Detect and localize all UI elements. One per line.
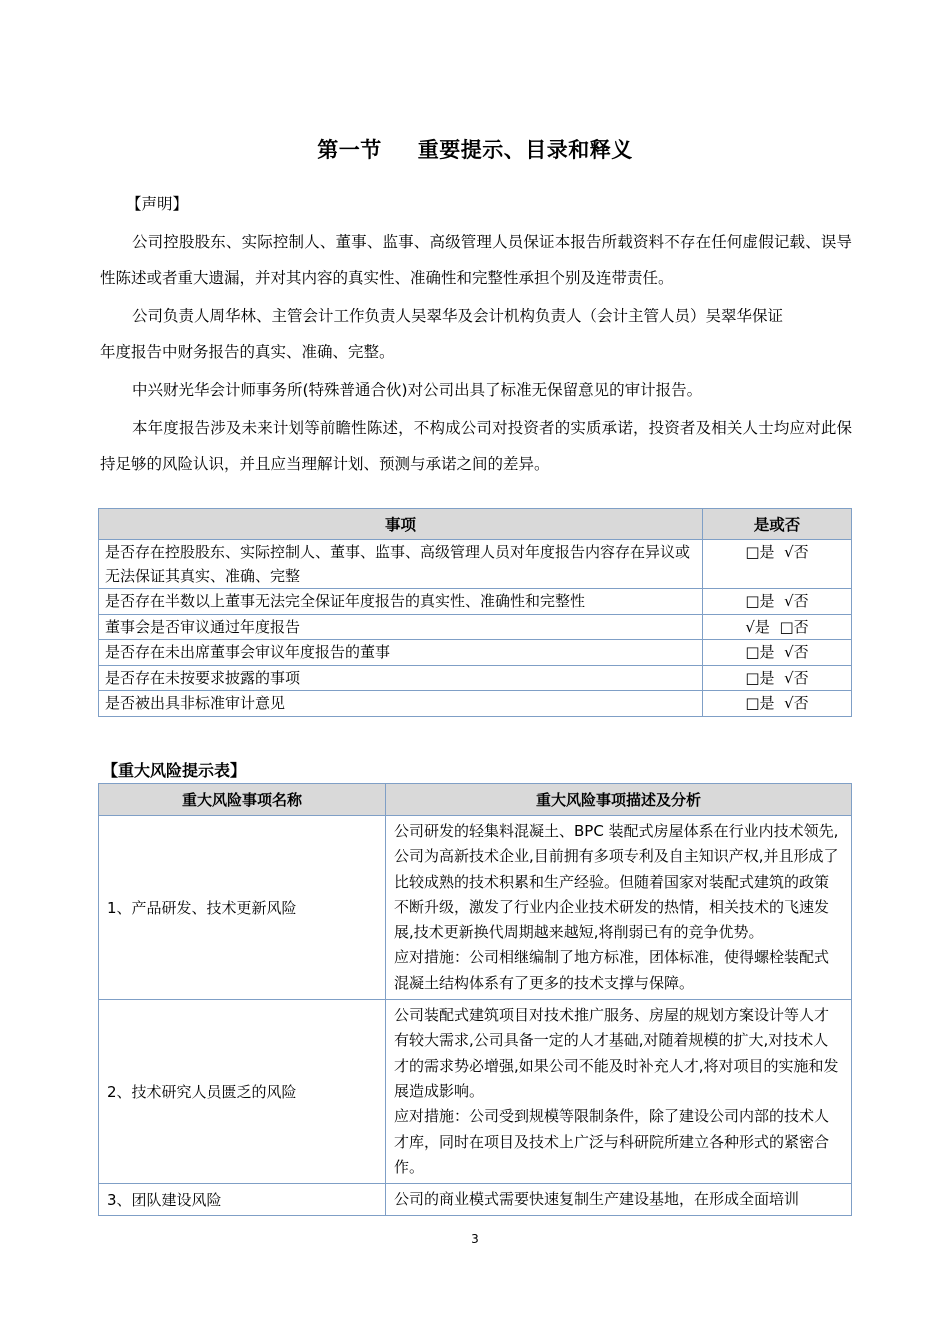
risk-table [98, 783, 852, 1216]
risk-measure-text: 应对措施：公司受到规模等限制条件，除了建设公司内部的技术人才库，同时在项目及技术上广泛与科研院所建立各种形式的紧密合作。 [394, 1107, 830, 1176]
section-number: 第一节 [317, 138, 382, 162]
paragraph-guarantee: 公司控股股东、实际控制人、董事、监事、高级管理人员保证本报告所载资料不存在任何虚假记载、误导性陈述或者重大遗漏，并对其内容的真实性、准确性和完整性承担个别及连带责任。 [100, 233, 852, 287]
matter-question: 是否存在半数以上董事无法完全保证年度报告的真实性、准确性和完整性 [99, 589, 703, 615]
matter-question: 董事会是否审议通过年度报告 [99, 614, 703, 640]
matter-question: 是否存在控股股东、实际控制人、董事、监事、高级管理人员对年度报告内容存在异议或无法保证其真实、准确、完整 [99, 540, 703, 589]
matter-answer: □是 √否 [703, 540, 852, 589]
risk-description [386, 1000, 852, 1184]
matters-table [98, 508, 852, 717]
matter-question: 是否存在未按要求披露的事项 [99, 665, 703, 691]
paragraph-responsible: 公司负责人周华林、主管会计工作负责人吴翠华及会计机构负责人（会计主管人员）吴翠华保证 [132, 307, 784, 325]
risk-name: 3、团队建设风险 [99, 1184, 386, 1216]
table-row [99, 816, 852, 1000]
section-name: 重要提示、目录和释义 [417, 138, 633, 162]
risk-table-heading: 【重大风险提示表】 [102, 761, 247, 780]
section-title [0, 134, 950, 164]
matters-header-row [99, 509, 852, 540]
matters-header-answer: 是或否 [703, 509, 852, 540]
risk-header-desc: 重大风险事项描述及分析 [386, 784, 852, 816]
matter-answer: □是 √否 [703, 640, 852, 666]
statement-heading: 【声明】 [126, 195, 189, 213]
matter-question: 是否被出具非标准审计意见 [99, 691, 703, 717]
risk-name: 1、产品研发、技术更新风险 [99, 816, 386, 1000]
page-number: 3 [471, 1232, 479, 1246]
risk-header-name: 重大风险事项名称 [99, 784, 386, 816]
table-row [99, 665, 852, 691]
paragraph-responsible-cont: 年度报告中财务报告的真实、准确、完整。 [100, 343, 395, 361]
matters-header-item: 事项 [99, 509, 703, 540]
risk-description [386, 816, 852, 1000]
matter-answer: □是 √否 [703, 589, 852, 615]
risk-description [386, 1184, 852, 1216]
matter-answer: □是 √否 [703, 691, 852, 717]
paragraph-forward-looking: 本年度报告涉及未来计划等前瞻性陈述，不构成公司对投资者的实质承诺，投资者及相关人士均应对此保持足够的风险认识，并且应当理解计划、预测与承诺之间的差异。 [100, 419, 852, 473]
matter-answer: √是 □否 [703, 614, 852, 640]
table-row [99, 691, 852, 717]
table-row [99, 1000, 852, 1184]
risk-header-row [99, 784, 852, 816]
table-row [99, 640, 852, 666]
paragraph-auditor: 中兴财光华会计师事务所(特殊普通合伙)对公司出具了标准无保留意见的审计报告。 [132, 381, 703, 399]
risk-measure-text: 应对措施：公司相继编制了地方标准，团体标准，使得螺栓装配式混凝土结构体系有了更多的技术支撑与保障。 [394, 948, 830, 992]
risk-desc-text: 公司装配式建筑项目对技术推广服务、房屋的规划方案设计等人才有较大需求,公司具备一定的人才基础,对随着规模的扩大,对技术人才的需求势必增强,如果公司不能及时补充人才,将对项目的实施和发展造成影响。 [394, 1006, 839, 1100]
risk-desc-text: 公司研发的轻集料混凝土、BPC 装配式房屋体系在行业内技术领先,公司为高新技术企业,目前拥有多项专利及自主知识产权,并且形成了比较成熟的技术积累和生产经验。但随着国家对装配式建筑的政策不断升级，激发了行业内企业技术研发的热情，相关技术的飞速发展,技术更新换代周期越来越短,将削弱已有的竞争优势。 [394, 822, 839, 942]
table-row [99, 540, 852, 589]
risk-name: 2、技术研究人员匮乏的风险 [99, 1000, 386, 1184]
risk-desc-text: 公司的商业模式需要快速复制生产建设基地，在形成全面培训 [394, 1190, 800, 1209]
matter-question: 是否存在未出席董事会审议年度报告的董事 [99, 640, 703, 666]
table-row [99, 1184, 852, 1216]
table-row [99, 614, 852, 640]
table-row [99, 589, 852, 615]
matter-answer: □是 √否 [703, 665, 852, 691]
